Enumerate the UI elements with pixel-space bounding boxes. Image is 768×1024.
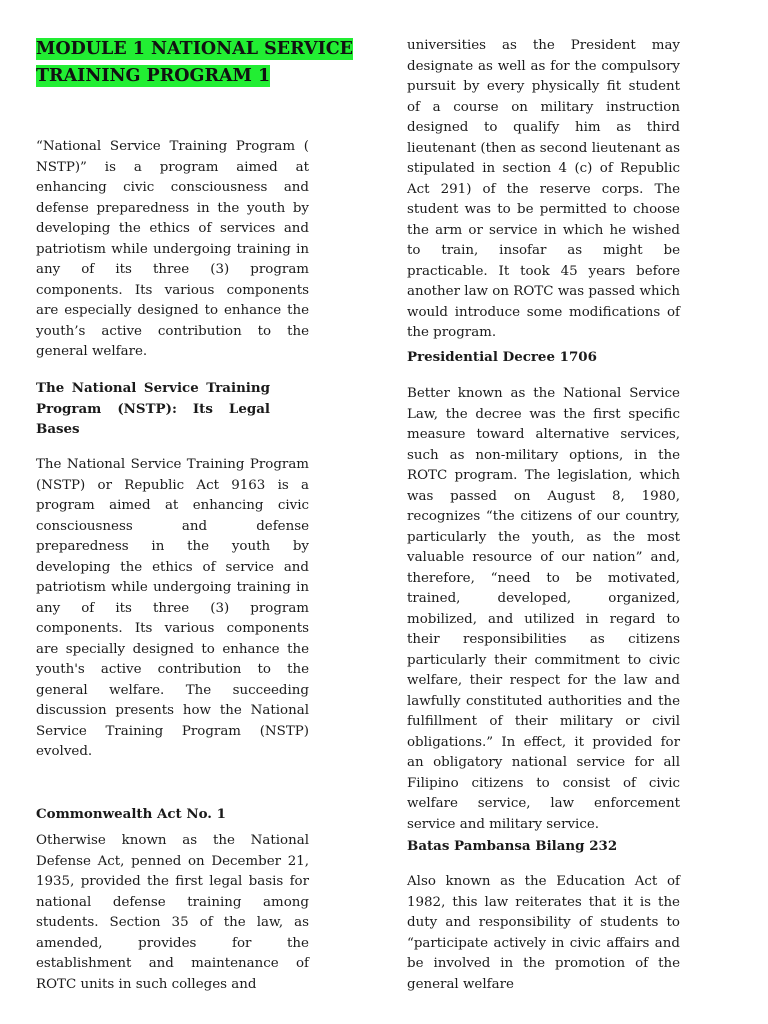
module-title bbox=[36, 36, 366, 90]
batas-pambansa-paragraph: Also known as the Education Act of 1982, this law reiterates that it is the duty and responsibility of students to “participate actively in civic affairs and be involved in the promotion of the general welfare bbox=[407, 874, 680, 992]
legal-bases-heading: The National Service Training Program (NSTP): Its Legal Bases bbox=[36, 380, 270, 437]
commonwealth-act-paragraph: Otherwise known as the National Defense Act, penned on December 21, 1935, provided the first legal basis for national defense training among students. Section 35 of the law, as amended, provides for the establishment and maintenance of ROTC units in such colleges and bbox=[36, 833, 309, 992]
intro-paragraph: “National Service Training Program ( NSTP)” is a program aimed at enhancing civic consciousness and defense preparedness in the youth by developing the ethics of services and patriotism while undergoing training in any of its three (3) program components. Its various components are especially designed to enhance the youth’s active contribution to the general welfare. bbox=[36, 139, 309, 359]
commonwealth-act-heading: Commonwealth Act No. 1 bbox=[36, 806, 226, 822]
legal-bases-paragraph: The National Service Training Program (NSTP) or Republic Act 9163 is a program aimed at enhancing civic consciousness and defense preparedness in the youth by developing the ethics of service and patriotism while undergoing training in any of its three (3) program components. Its various components are specially designed to enhance the youth's active contribution to the general welfare. The succeeding discussion presents how the National Service Training Program (NSTP) evolved. bbox=[36, 457, 309, 759]
batas-pambansa-heading: Batas Pambansa Bilang 232 bbox=[407, 838, 618, 854]
module-title-text: MODULE 1 NATIONAL SERVICE TRAINING PROGRAM 1 bbox=[36, 39, 354, 86]
commonwealth-act-continuation: universities as the President may designate as well as for the compulsory pursuit by every physically fit student of a course on military instruction designed to qualify him as third lieutenant (then as second lieutenant as stipulated in section 4 (c) of Republic Act 291) of the reserve corps. The student was to be permitted to choose the arm or service in which he wished to train, insofar as might be practicable. It took 45 years before another law on ROTC was passed which would introduce some modifications of the program. bbox=[407, 38, 680, 340]
presidential-decree-paragraph: Better known as the National Service Law, the decree was the first specific measure toward alternative services, such as non-military options, in the ROTC program. The legislation, which was passed on August 8, 1980, recognizes “the citizens of our country, particularly the youth, as the most valuable resource of our nation” and, therefore, “need to be motivated, trained, developed, organized, mobilized, and utilized in regard to their responsibilities as citizens particularly their commitment to civic welfare, their respect for the law and lawfully constituted authorities and the fulfillment of their military or civil obligations.” In effect, it provided for an obligatory national service for all Filipino citizens to consist of civic welfare service, law enforcement service and military service. bbox=[407, 386, 680, 832]
presidential-decree-heading: Presidential Decree 1706 bbox=[407, 349, 597, 365]
